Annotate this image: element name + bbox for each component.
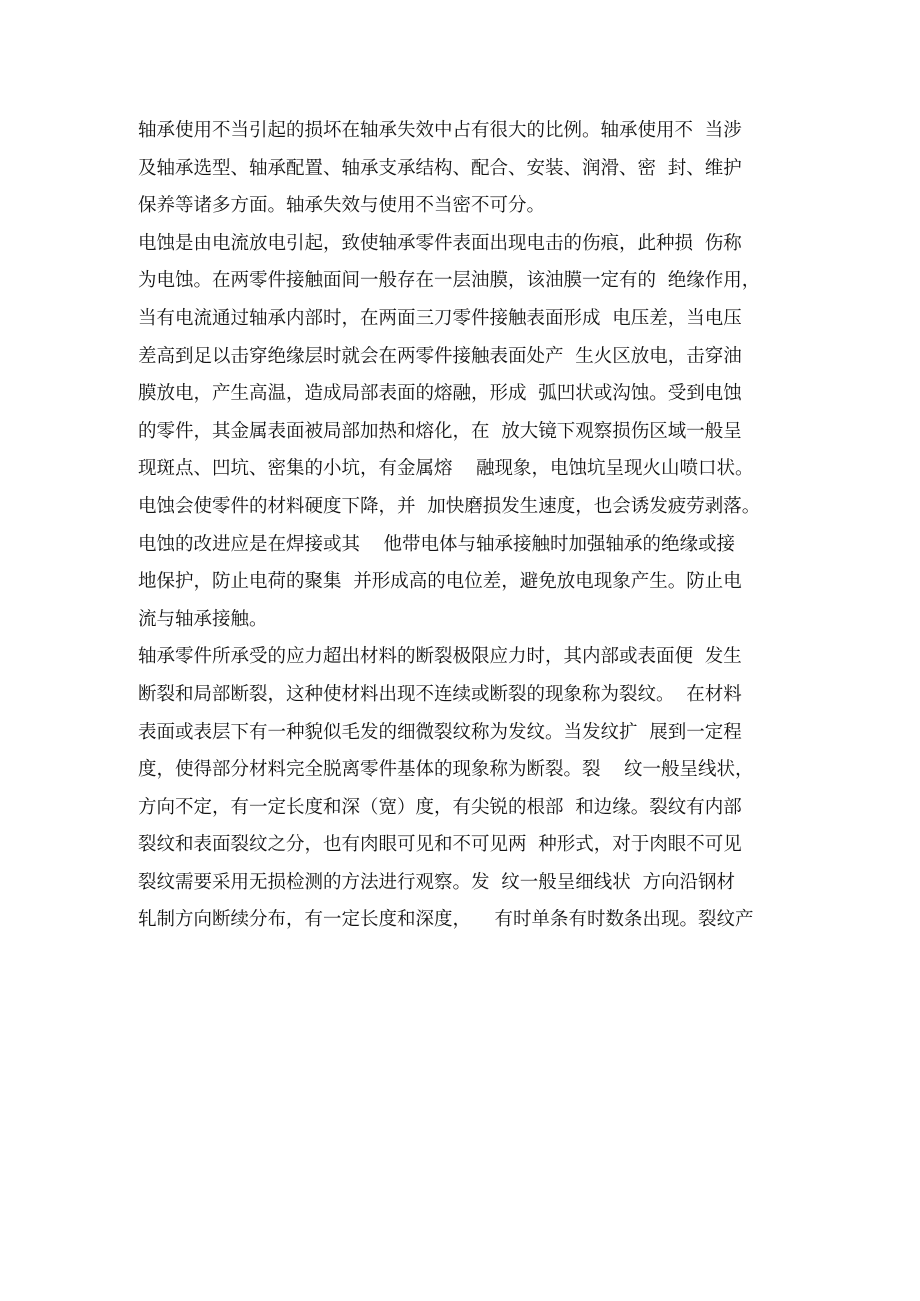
- text-line: 断裂和局部断裂，这种使材料出现不连续或断裂的现象称为裂纹。 在材料: [138, 683, 742, 705]
- text-line: 地保护，防止电荷的聚集 并形成高的电位差，避免放电现象产生。防止电: [138, 571, 742, 593]
- text-line: 轴承使用不当引起的损坏在轴承失效中占有很大的比例。轴承使用不 当涉: [138, 120, 742, 141]
- text-line: 保养等诸多方面。轴承失效与使用不当密不可分。: [138, 195, 546, 217]
- text-line: 膜放电，产生高温，造成局部表面的熔融，形成 弧凹状或沟蚀。受到电蚀: [138, 383, 742, 405]
- text-line: 轧制方向断续分布，有一定长度和深度， 有时单条有时数条出现。裂纹产: [138, 909, 754, 931]
- paragraph-misuse: [138, 112, 798, 225]
- document-body: [138, 112, 798, 939]
- text-line: 及轴承选型、轴承配置、轴承支承结构、配合、安装、润滑、密 封、维护: [138, 157, 742, 179]
- text-line: 方向不定，有一定长度和深（宽）度，有尖锐的根部 和边缘。裂纹有内部: [138, 796, 742, 818]
- text-line: 裂纹和表面裂纹之分，也有肉眼可见和不可见两 种形式，对于肉眼不可见: [138, 834, 742, 856]
- paragraph-electrical-erosion: [138, 225, 798, 639]
- text-line: 轴承零件所承受的应力超出材料的断裂极限应力时，其内部或表面便 发生: [138, 646, 742, 668]
- text-line: 电蚀是由电流放电引起，致使轴承零件表面出现电击的伤痕，此种损 伤称: [138, 232, 742, 254]
- text-line: 电蚀的改进应是在焊接或其 他带电体与轴承接触时加强轴承的绝缘或接: [138, 533, 736, 555]
- text-line: 现斑点、凹坑、密集的小坑，有金属熔 融现象，电蚀坑呈现火山喷口状。: [138, 458, 754, 480]
- text-line: 当有电流通过轴承内部时，在两面三刀零件接触表面形成 电压差，当电压: [138, 307, 742, 329]
- text-line: 裂纹需要采用无损检测的方法进行观察。发 纹一般呈细线状 方向沿钢材: [138, 871, 736, 893]
- text-line: 为电蚀。在两零件接触面间一般存在一层油膜，该油膜一定有的 绝缘作用，: [138, 270, 761, 292]
- text-line: 表面或表层下有一种貌似毛发的细微裂纹称为发纹。当发纹扩 展到一定程: [138, 721, 742, 743]
- paragraph-cracks: [138, 638, 798, 939]
- text-line: 电蚀会使零件的材料硬度下降，并 加快磨损发生速度，也会诱发疲劳剥落。: [138, 495, 761, 517]
- text-line: 流与轴承接触。: [138, 608, 268, 630]
- text-line: 度，使得部分材料完全脱离零件基体的现象称为断裂。裂 纹一般呈线状，: [138, 759, 754, 781]
- text-line: 的零件，其金属表面被局部加热和熔化，在 放大镜下观察损伤区域一般呈: [138, 420, 742, 442]
- text-line: 差高到足以击穿绝缘层时就会在两零件接触表面处产 生火区放电，击穿油: [138, 345, 742, 367]
